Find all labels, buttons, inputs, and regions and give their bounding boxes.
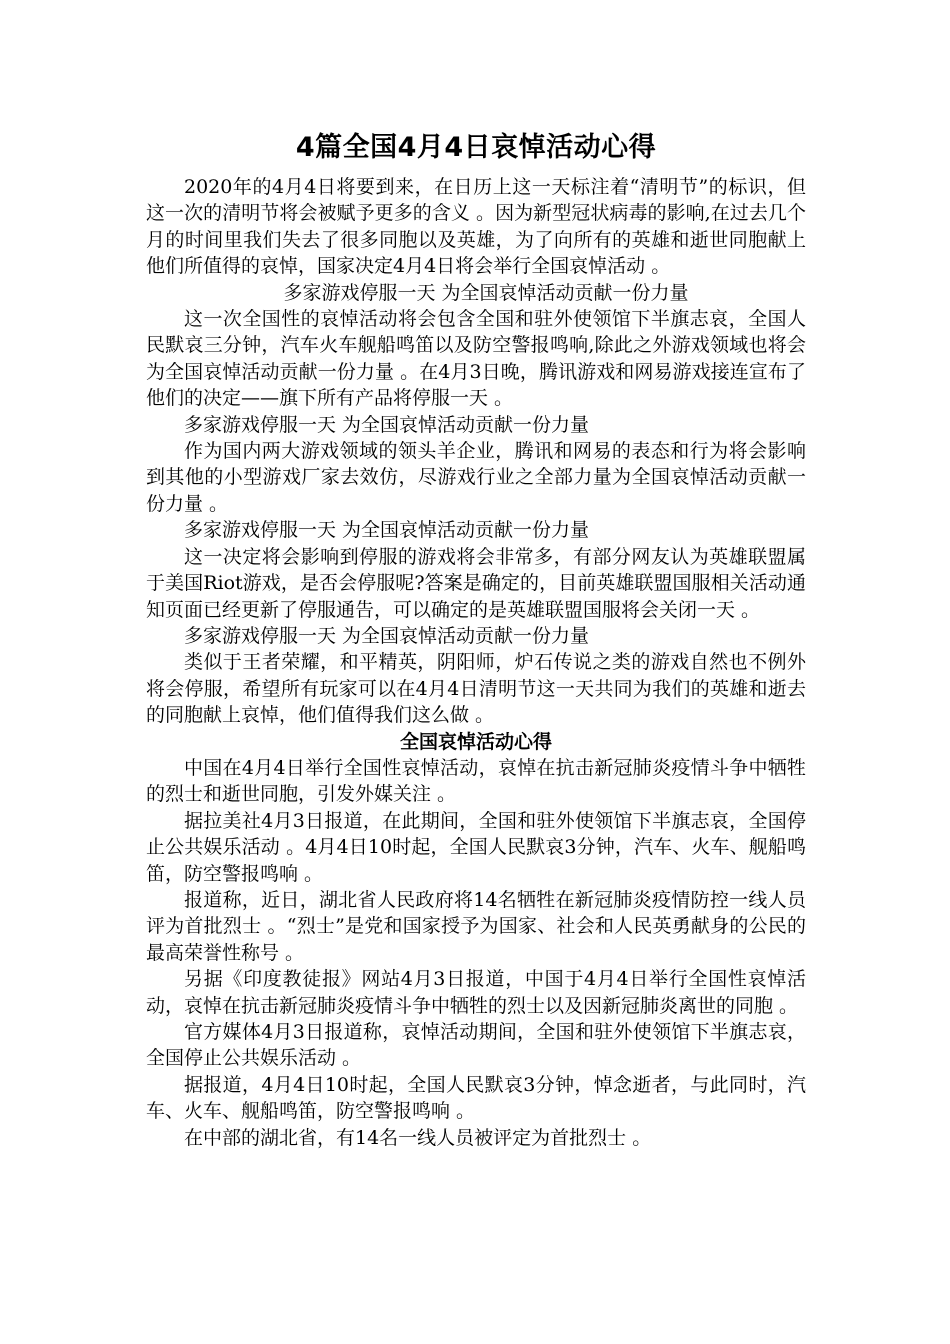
subheading: 多家游戏停服一天 为全国哀悼活动贡献一份力量 (184, 413, 590, 436)
paragraph: 据拉美社4月3日报道，在此期间，全国和驻外使领馆下半旗志哀，全国停止公共娱乐活动 。4月4日10时起，全国人民默哀3分钟，汽车、火车、舰船鸣笛，防空警报鸣响 。 (146, 809, 806, 885)
paragraph: 这一次全国性的哀悼活动将会包含全国和驻外使领馆下半旗志哀，全国人民默哀三分钟，汽车火车舰船鸣笛以及防空警报鸣响,除此之外游戏领域也将会为全国哀悼活动贡献一份力量 。在4月3日晚，腾讯游戏和网易游戏接连宣布了他们的决定——旗下所有产品将停服一天 。 (146, 308, 806, 410)
paragraph: 中国在4月4日举行全国性哀悼活动，哀悼在抗击新冠肺炎疫情斗争中牺牲的烈士和逝世同胞，引发外媒关注 。 (146, 756, 806, 806)
paragraph: 另据《印度教徒报》网站4月3日报道，中国于4月4日举行全国性哀悼活动，哀悼在抗击新冠肺炎疫情斗争中牺牲的烈士以及因新冠肺炎离世的同胞 。 (146, 968, 806, 1017)
paragraph: 报道称，近日，湖北省人民政府将14名牺牲在新冠肺炎疫情防控一线人员评为首批烈士 。“烈士”是党和国家授予为国家、社会和人民英勇献身的公民的最高荣誉性称号 。 (146, 888, 806, 964)
paragraph: 据报道，4月4日10时起，全国人民默哀3分钟，悼念逝者，与此同时，汽车、火车、舰船鸣笛，防空警报鸣响 。 (146, 1073, 806, 1123)
subheading: 多家游戏停服一天 为全国哀悼活动贡献一份力量 (184, 519, 590, 542)
document-page (146, 128, 806, 1151)
subheading: 多家游戏停服一天 为全国哀悼活动贡献一份力量 (184, 624, 590, 647)
paragraph: 这一决定将会影响到停服的游戏将会非常多，有部分网友认为英雄联盟属于美国Riot游戏，是否会停服呢?答案是确定的，目前英雄联盟国服相关活动通知页面已经更新了停服通告，可以确定的是英雄联盟国服将会关闭一天 。 (146, 545, 806, 621)
paragraph: 作为国内两大游戏领域的领头羊企业，腾讯和网易的表态和行为将会影响到其他的小型游戏厂家去效仿，尽游戏行业之全部力量为全国哀悼活动贡献一份力量 。 (146, 440, 806, 515)
paragraph: 类似于王者荣耀，和平精英，阴阳师，炉石传说之类的游戏自然也不例外将会停服，希望所有玩家可以在4月4日清明节这一天共同为我们的英雄和逝去的同胞献上哀悼，他们值得我们这么做 。 (146, 651, 806, 727)
paragraph: 2020年的4月4日将要到来，在日历上这一天标注着“清明节”的标识，但这一次的清明节将会被赋予更多的含义 。因为新型冠状病毒的影响,在过去几个月的时间里我们失去了很多同胞以及英雄，为了向所有的英雄和逝世同胞献上他们所值得的哀悼，国家决定4月4日将会举行全国哀悼活动 。 (146, 176, 806, 278)
document-title: 4篇全国4月4日哀悼活动心得 (295, 132, 657, 163)
section-title: 全国哀悼活动心得 (399, 730, 552, 753)
subheading: 多家游戏停服一天 为全国哀悼活动贡献一份力量 (283, 281, 689, 304)
paragraph: 官方媒体4月3日报道称，哀悼活动期间，全国和驻外使领馆下半旗志哀，全国停止公共娱乐活动 。 (146, 1021, 806, 1070)
paragraph: 在中部的湖北省，有14名一线人员被评定为首批烈士 。 (184, 1126, 652, 1149)
